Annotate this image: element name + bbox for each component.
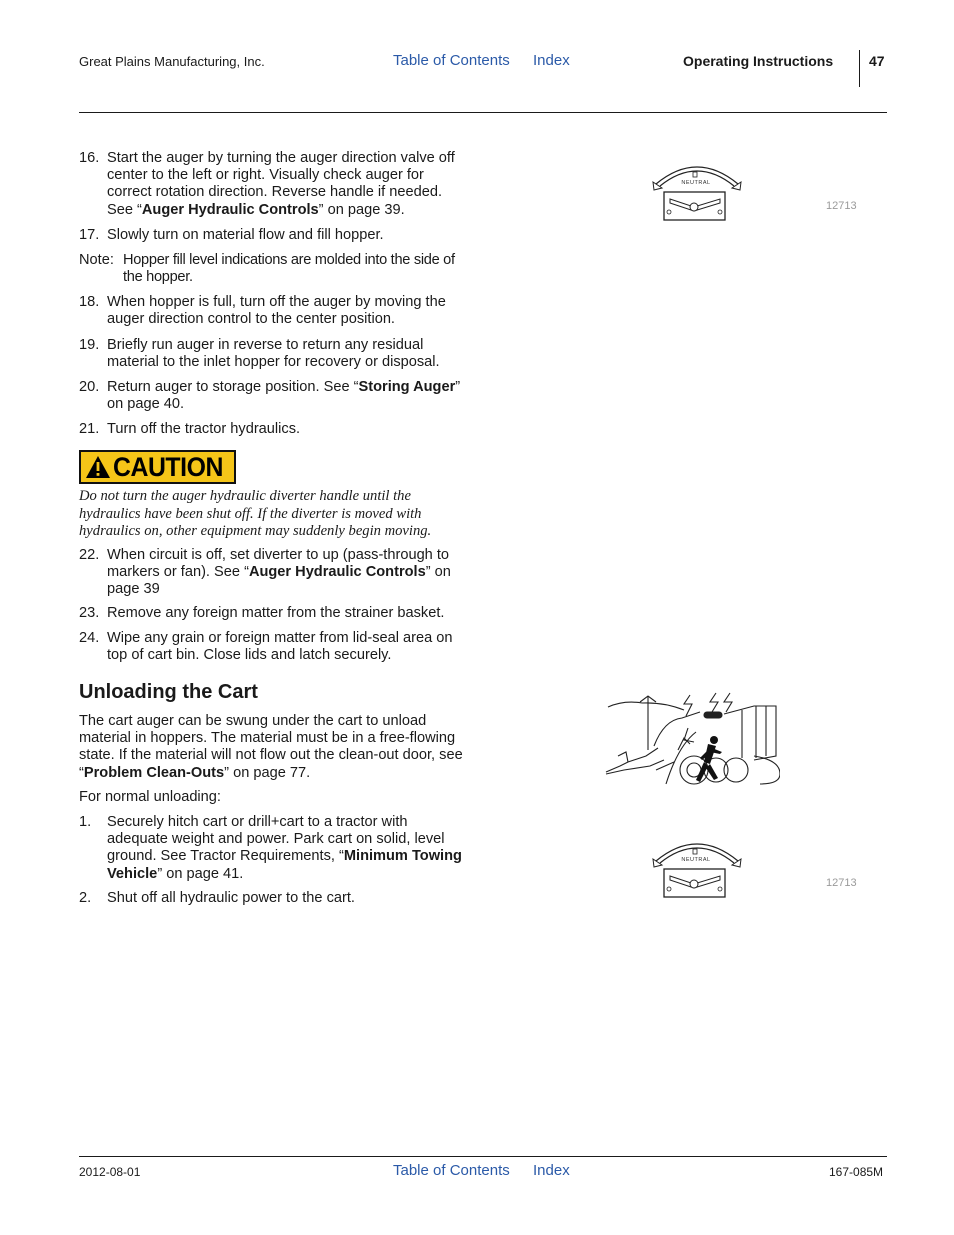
header-section-title: Operating Instructions [683, 53, 834, 69]
header-divider [859, 50, 860, 87]
footer-rule [79, 1156, 887, 1157]
caution-text: Do not turn the auger hydraulic diverter handle until the hydraulics have been shut off. If the diverter is moved with hydraulics on, other equipment may suddenly begin moving. [79, 488, 432, 539]
header-index-link[interactable]: Index [533, 52, 570, 69]
note-text: Hopper fill level indications are molded into the side of the hopper. [123, 252, 455, 286]
valve-diagram-1 [650, 152, 745, 224]
step-item: 19. Briefly run auger in reverse to return any residual material to the inlet hopper for recovery or disposal. [79, 337, 440, 371]
footer-index-link[interactable]: Index [533, 1162, 570, 1179]
footer-doc-number: 167-085M [829, 1165, 884, 1179]
figure-number-2: 12713 [826, 877, 857, 889]
svg-text:NEUTRAL: NEUTRAL [681, 857, 711, 863]
caution-word: CAUTION [113, 451, 223, 482]
caution-label [79, 450, 236, 484]
warning-triangle-icon [85, 455, 111, 479]
step-item: 24. Wipe any grain or foreign matter from lid-seal area on top of cart bin. Close lids and latch securely. [79, 630, 453, 664]
section-heading: Unloading the Cart [79, 681, 258, 703]
figure-number-1: 12713 [826, 200, 857, 212]
step-item: 17. Slowly turn on material flow and fill hopper. [79, 227, 384, 243]
header-rule [79, 112, 887, 113]
header-toc-link[interactable]: Table of Contents [393, 52, 510, 69]
section-intro: The cart auger can be swung under the cart to unload material in hoppers. The material must be in a free-flowing state. If the material will not flow out the clean-out door, see “Problem Clean-Outs” on page 77. [79, 713, 463, 781]
step-item: 21. Turn off the tractor hydraulics. [79, 421, 301, 437]
note-block [79, 252, 471, 286]
step-item: 16. Start the auger by turning the auger direction valve off center to the left or right. Visually check auger for correct rotation direction. Reverse handle if needed. See “Auger Hydraulic Controls” on page 39. [79, 150, 455, 218]
header-company: Great Plains Manufacturing, Inc. [79, 54, 265, 69]
auger-hazard-illustration [604, 690, 780, 788]
step-item: 23. Remove any foreign matter from the strainer basket. [79, 605, 445, 621]
note-label: Note: [79, 252, 114, 268]
step-item: 22. When circuit is off, set diverter to up (pass-through to markers or fan). See “Auger Hydraulic Controls” on page 39 [79, 547, 451, 598]
footer-date: 2012-08-01 [79, 1165, 141, 1179]
normal-unloading-label: For normal unloading: [79, 789, 221, 805]
step-item: 2. Shut off all hydraulic power to the cart. [79, 890, 355, 906]
footer-toc-link[interactable]: Table of Contents [393, 1162, 510, 1179]
page-number: 47 [869, 53, 885, 69]
step-item: 18. When hopper is full, turn off the auger by moving the auger direction control to the center position. [79, 294, 446, 328]
step-item: 1. Securely hitch cart or drill+cart to a tractor with adequate weight and power. Park cart on solid, level ground. See Tractor Requirements, “Minimum Towing Vehicle” on page 41. [79, 814, 462, 882]
valve-diagram-2 [650, 829, 745, 901]
svg-text:NEUTRAL: NEUTRAL [681, 180, 711, 186]
step-item: 20. Return auger to storage position. See “Storing Auger” on page 40. [79, 379, 461, 413]
